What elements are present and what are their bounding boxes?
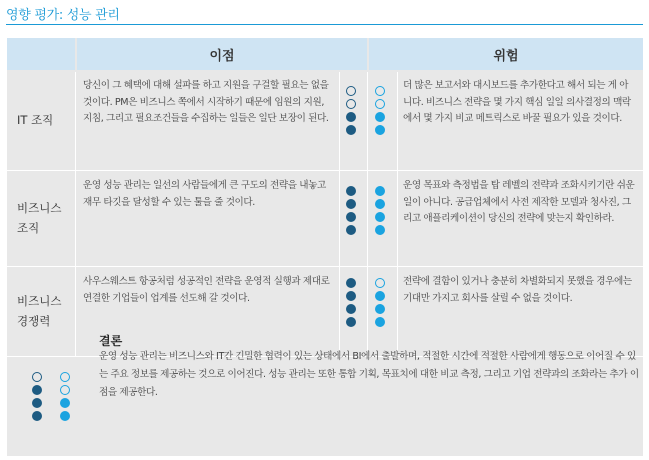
title-divider bbox=[6, 24, 643, 25]
empty-circle-icon bbox=[375, 86, 385, 96]
empty-circle-icon bbox=[60, 385, 70, 395]
row-divider bbox=[7, 170, 643, 171]
risk-rating bbox=[375, 278, 385, 327]
row-label: 비즈니스 조직 bbox=[17, 201, 62, 235]
filled-circle-icon bbox=[346, 186, 356, 196]
row-label: 비즈니스 경쟁력 bbox=[17, 294, 62, 328]
table-row bbox=[7, 72, 643, 170]
header-risk: 위험 bbox=[369, 38, 643, 70]
filled-circle-icon bbox=[346, 199, 356, 209]
filled-circle-icon bbox=[346, 278, 356, 288]
row-divider bbox=[7, 266, 643, 267]
filled-circle-icon bbox=[375, 291, 385, 301]
filled-circle-icon bbox=[346, 317, 356, 327]
filled-circle-icon bbox=[375, 304, 385, 314]
empty-circle-icon bbox=[32, 372, 42, 382]
filled-circle-icon bbox=[60, 411, 70, 421]
filled-circle-icon bbox=[375, 212, 385, 222]
filled-circle-icon bbox=[375, 317, 385, 327]
risk-text: 운영 목표와 측정법을 탑 레벨의 전략과 조화시키기란 쉬운 일이 아니다. 공급업체에서 사전 제작한 모델과 청사진, 그리고 애플리케이션이 당신의 전략에 맞는지 확인하라. bbox=[403, 180, 635, 224]
empty-circle-icon bbox=[375, 99, 385, 109]
page-title: 영향 평가: 성능 관리 bbox=[6, 8, 120, 23]
benefit-text: 사우스웨스트 항공처럼 성공적인 전략을 운영적 실행과 제대로 연결한 기업들이 업계를 선도해 갈 것이다. bbox=[83, 276, 330, 304]
risk-rating bbox=[375, 86, 385, 135]
filled-circle-icon bbox=[346, 125, 356, 135]
column-divider bbox=[339, 72, 340, 356]
filled-circle-icon bbox=[346, 225, 356, 235]
table-row bbox=[7, 172, 643, 266]
conclusion-title: 결론 bbox=[99, 334, 123, 348]
filled-circle-icon bbox=[375, 225, 385, 235]
filled-circle-icon bbox=[60, 398, 70, 408]
header-spacer bbox=[7, 38, 75, 70]
conclusion-risk-rating bbox=[60, 372, 70, 421]
filled-circle-icon bbox=[375, 199, 385, 209]
filled-circle-icon bbox=[32, 411, 42, 421]
filled-circle-icon bbox=[375, 112, 385, 122]
empty-circle-icon bbox=[60, 372, 70, 382]
benefit-text: 당신이 그 혜택에 대해 설파를 하고 지원을 구걸할 필요는 없을 것이다. PM은 비즈니스 쪽에서 시작하기 때문에 임원의 지원, 지침, 그리고 필요조건들을 수집하는 일들은 일단 보장이 된다. bbox=[83, 80, 329, 124]
impact-table bbox=[7, 38, 643, 456]
risk-text: 더 많은 보고서와 대시보드를 추가한다고 해서 되는 게 아니다. 비즈니스 전략을 몇 가지 핵심 일일 의사결정의 맥락에서 몇 가지 비교 메트릭스로 바꿀 필요가 있을 것이다. bbox=[403, 80, 631, 124]
column-divider bbox=[75, 72, 76, 356]
filled-circle-icon bbox=[346, 212, 356, 222]
conclusion-benefit-rating bbox=[32, 372, 42, 421]
filled-circle-icon bbox=[346, 112, 356, 122]
filled-circle-icon bbox=[32, 385, 42, 395]
filled-circle-icon bbox=[346, 291, 356, 301]
filled-circle-icon bbox=[32, 398, 42, 408]
benefit-rating bbox=[346, 278, 356, 327]
benefit-rating bbox=[346, 186, 356, 235]
filled-circle-icon bbox=[375, 186, 385, 196]
filled-circle-icon bbox=[375, 125, 385, 135]
benefit-rating bbox=[346, 86, 356, 135]
empty-circle-icon bbox=[346, 86, 356, 96]
header-benefit: 이점 bbox=[77, 38, 367, 70]
column-divider bbox=[367, 72, 368, 356]
empty-circle-icon bbox=[375, 278, 385, 288]
empty-circle-icon bbox=[346, 99, 356, 109]
column-divider bbox=[397, 72, 398, 356]
risk-rating bbox=[375, 186, 385, 235]
benefit-text: 운영 성능 관리는 일선의 사람들에게 큰 구도의 전략을 내놓고 재무 타깃을 달성할 수 있는 툴을 줄 것이다. bbox=[83, 180, 326, 208]
filled-circle-icon bbox=[346, 304, 356, 314]
risk-text: 전략에 결함이 있거나 충분히 차별화되지 못했을 경우에는 기대만 가지고 회사를 살릴 수 없을 것이다. bbox=[403, 276, 632, 304]
conclusion-text: 운영 성능 관리는 비즈니스와 IT간 긴밀한 협력이 있는 상태에서 BI에서 출발하며, 적절한 시간에 적절한 사람에게 행동으로 이어질 수 있는 주요 정보를 제공하는 것으로 이어진다. 성능 관리는 또한 통합 기획, 목표치에 대한 비교 측정, 그리고 기업 전략과의 조화라는 추가 이점을 제공한다. bbox=[99, 351, 639, 398]
row-label: IT 조직 bbox=[17, 113, 54, 128]
